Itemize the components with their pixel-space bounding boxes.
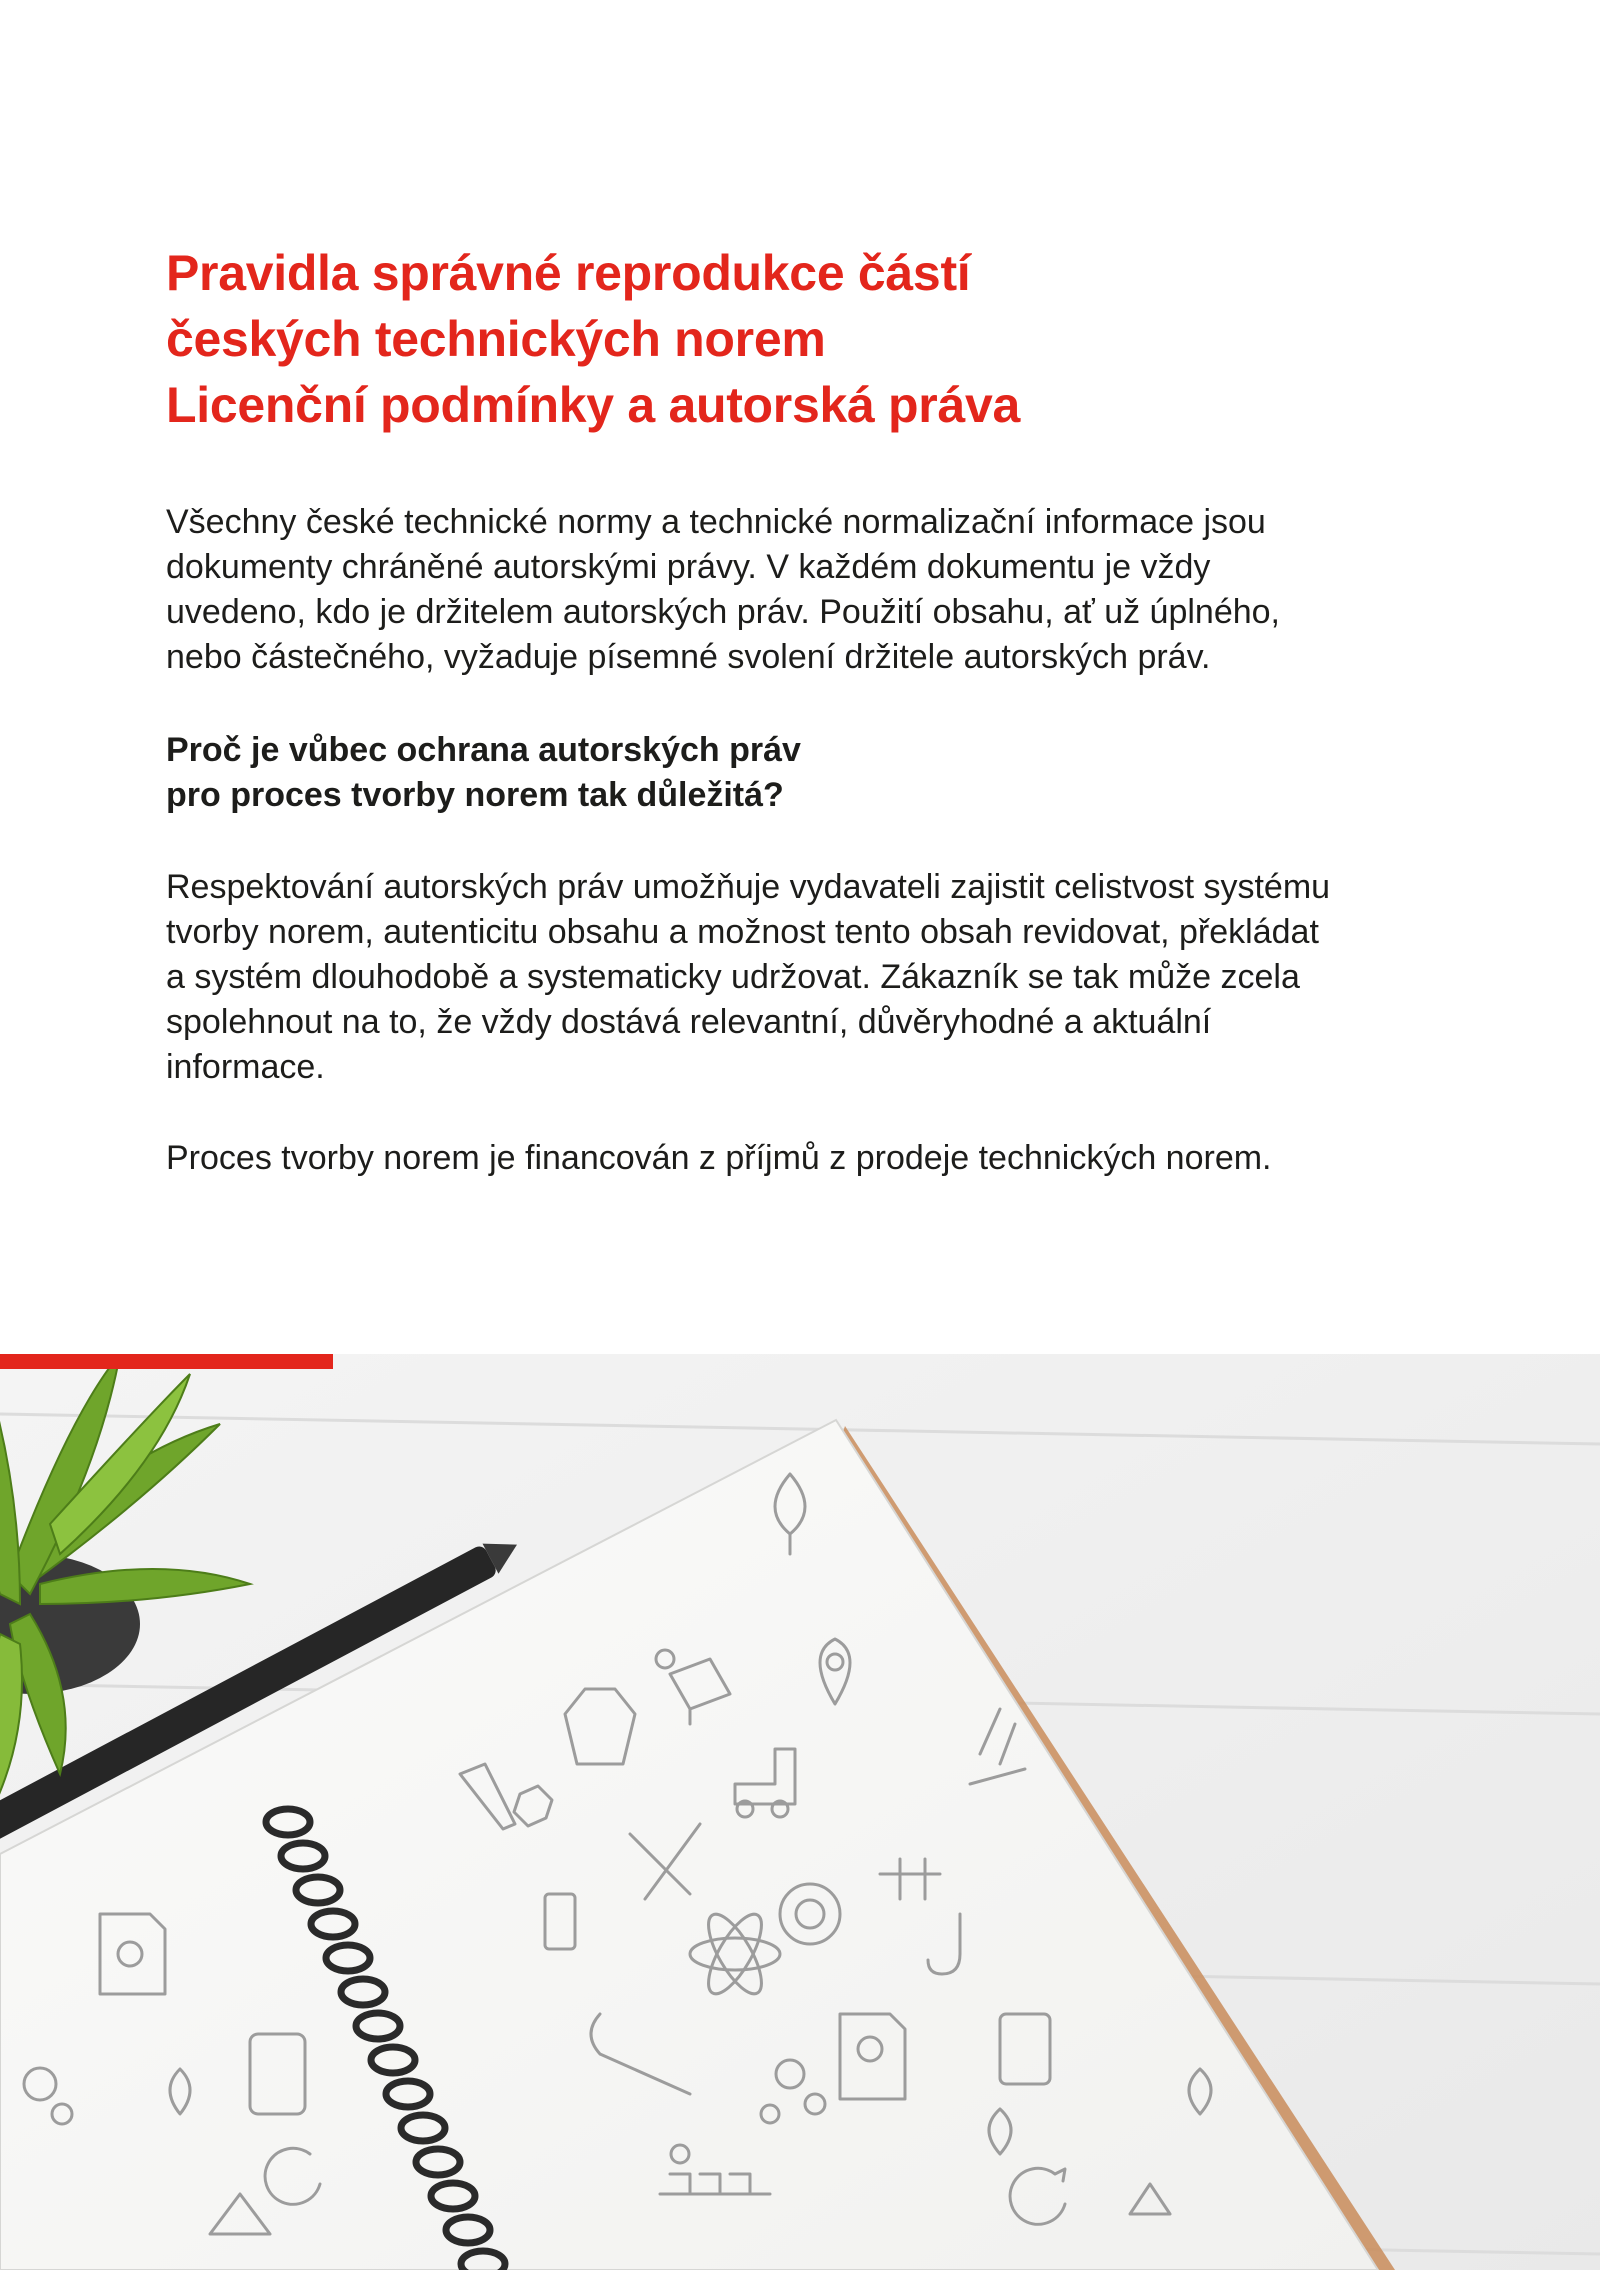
text-line: spolehnout na to, že vždy dostává relevantní, důvěryhodné a aktuální: [166, 1003, 1212, 1041]
title-line: Pravidla správné reprodukce částí: [166, 245, 971, 301]
text-line: tvorby norem, autenticitu obsahu a možnost tento obsah revidovat, překládat: [166, 913, 1319, 951]
funding-paragraph: [166, 1136, 1466, 1181]
title-line: českých technických norem: [166, 311, 826, 367]
text-line: Respektování autorských práv umožňuje vydavateli zajistit celistvost systému: [166, 868, 1331, 906]
section-subheading: [166, 728, 1466, 818]
subheading-line: pro proces tvorby norem tak důležitá?: [166, 776, 784, 814]
text-line: uvedeno, kdo je držitelem autorských práv. Použití obsahu, ať už úplného,: [166, 593, 1280, 631]
title-line: Licenční podmínky a autorská práva: [166, 377, 1020, 433]
accent-bar: [0, 1354, 333, 1369]
text-line: nebo částečného, vyžaduje písemné svolení držitele autorských práv.: [166, 638, 1211, 676]
text-line: informace.: [166, 1048, 325, 1086]
page-title: [166, 240, 1366, 438]
subheading-line: Proč je vůbec ochrana autorských práv: [166, 731, 801, 769]
text-line: dokumenty chráněné autorskými právy. V každém dokumentu je vždy: [166, 548, 1211, 586]
text-line: Všechny české technické normy a technické normalizační informace jsou: [166, 503, 1266, 541]
text-line: Proces tvorby norem je financován z příjmů z prodeje technických norem.: [166, 1139, 1272, 1177]
intro-paragraph: [166, 500, 1466, 680]
desk-notebook-photo: [0, 1354, 1600, 2270]
text-line: a systém dlouhodobě a systematicky udržovat. Zákazník se tak může zcela: [166, 958, 1300, 996]
explanation-paragraph: [166, 865, 1466, 1090]
